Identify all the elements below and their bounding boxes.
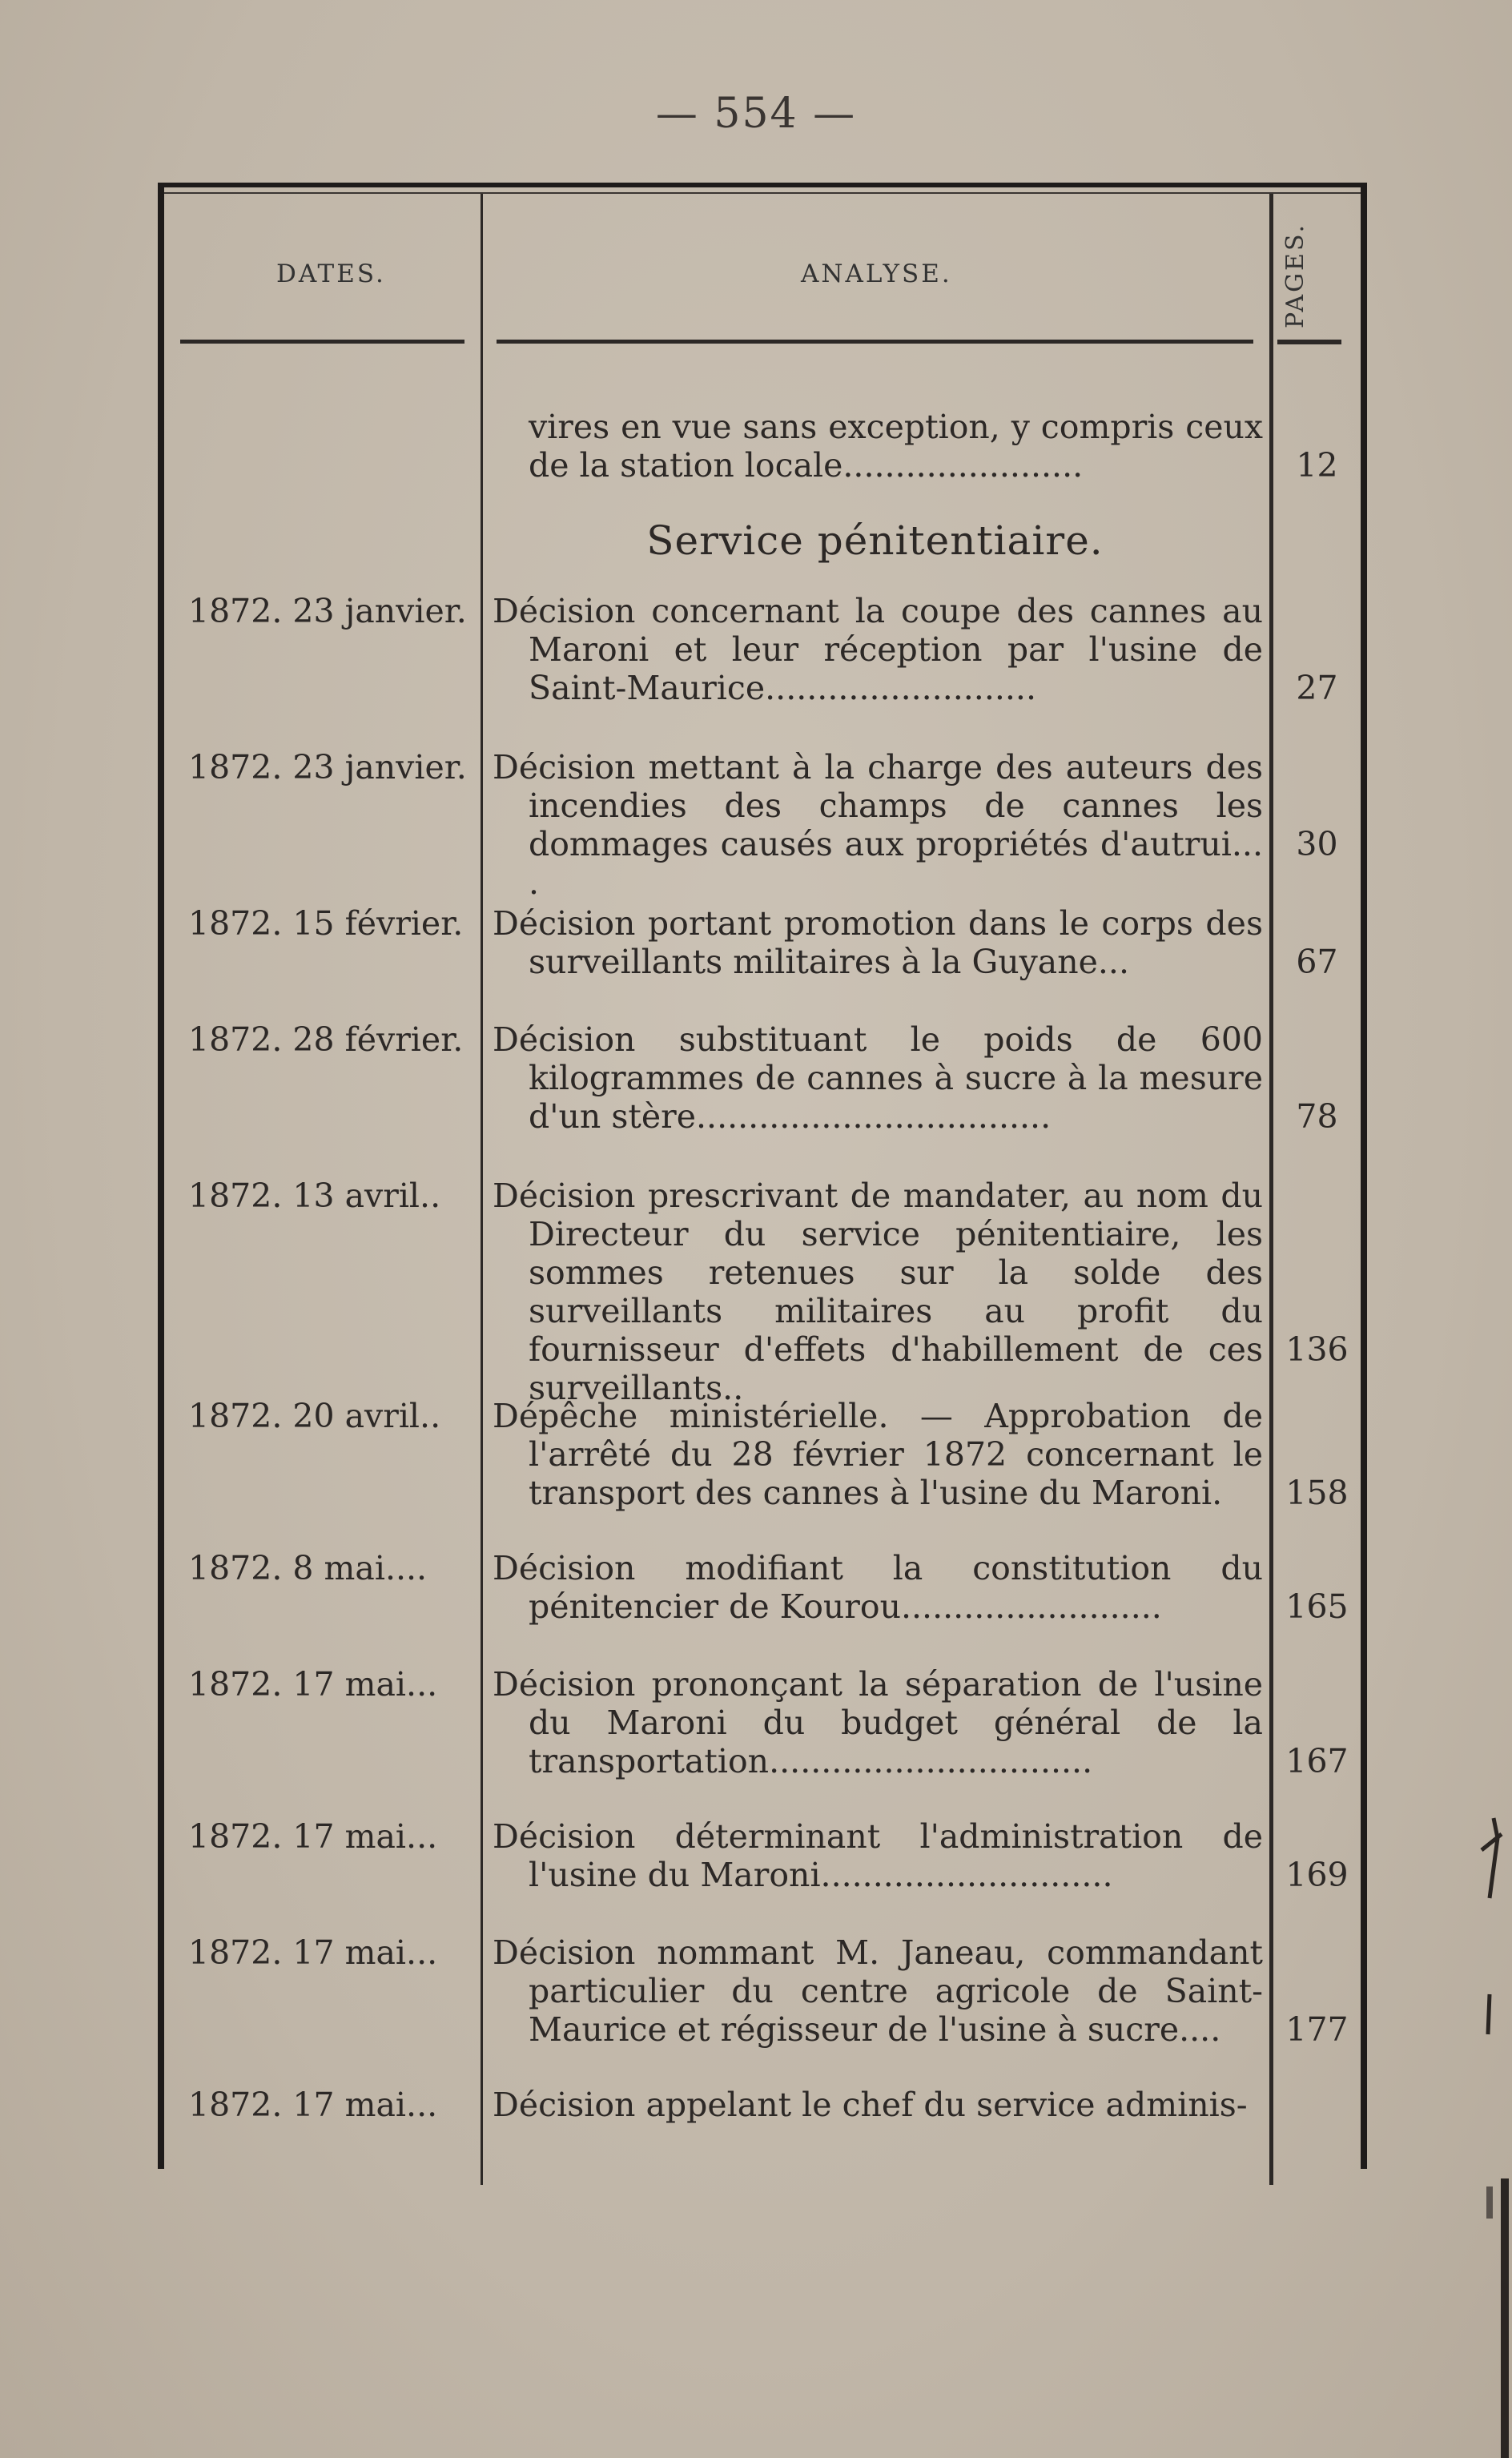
header-rule-dates xyxy=(180,340,464,344)
header-rule-pages xyxy=(1277,340,1341,344)
entry-page: 136 xyxy=(1285,1330,1349,1369)
entry-page: 30 xyxy=(1296,825,1338,863)
entry-date: 1872. 28 février. xyxy=(188,1020,464,1059)
header-dates: DATES. xyxy=(276,259,386,288)
entry-text: Décision déterminant l'administration de l'usine du Maroni............................ xyxy=(493,1817,1263,1894)
entry-date: 1872. 13 avril.. xyxy=(188,1177,441,1215)
entry-text: Décision portant promotion dans le corps des surveillants militaires à la Guyane... xyxy=(493,904,1263,981)
entry-page: 167 xyxy=(1285,1742,1349,1780)
entry-date: 1872. 17 mai... xyxy=(188,2086,438,2124)
entry-page: 165 xyxy=(1285,1587,1349,1626)
header-rule-analyse xyxy=(497,340,1253,344)
binding-edge-marks xyxy=(1466,1802,1512,2458)
entry-text: Décision concernant la coupe des cannes au Maroni et leur réception par l'usine de Saint-Maurice.......................... xyxy=(493,592,1263,707)
entry-page: 158 xyxy=(1285,1474,1349,1512)
entry-text: Décision mettant à la charge des auteurs des incendies des champs de cannes les dommages causés aux propriétés d'autrui... . xyxy=(493,748,1263,902)
index-table xyxy=(158,183,1367,2169)
entry-page: 169 xyxy=(1285,1856,1349,1894)
entry-page: 67 xyxy=(1296,943,1338,981)
entry-date: 1872. 15 février. xyxy=(188,904,464,943)
section-title: Service pénitentiaire. xyxy=(646,517,1104,564)
entry-page: 177 xyxy=(1285,2010,1349,2049)
entry-date: 1872. 23 janvier. xyxy=(188,748,467,786)
entry-text: Décision prescrivant de mandater, au nom du Directeur du service pénitentiaire, les sommes retenues sur la solde des surveillants militaires au profit du fournisseur d'effets d'habillement de ces surveillants.. xyxy=(493,1177,1263,1407)
entry-page: 27 xyxy=(1296,669,1338,707)
entry-date: 1872. 17 mai... xyxy=(188,1933,438,1972)
entry-date: 1872. 17 mai... xyxy=(188,1817,438,1856)
entry-date: 1872. 17 mai... xyxy=(188,1665,438,1704)
header-pages: PAGES. xyxy=(1281,223,1309,328)
continuation-text: vires en vue sans exception, y compris ceux de la station locale....................... xyxy=(529,408,1263,485)
entry-date: 1872. 8 mai.... xyxy=(188,1549,428,1587)
entry-text: Décision substituant le poids de 600 kilogrammes de cannes à sucre à la mesure d'un stère.................................. xyxy=(493,1020,1263,1136)
entry-date: 1872. 23 janvier. xyxy=(188,592,467,630)
entry-text: Dépêche ministérielle. — Approbation de l'arrêté du 28 février 1872 concernant le transport des cannes à l'usine du Maroni. xyxy=(493,1397,1263,1512)
continuation-page: 12 xyxy=(1296,446,1338,485)
page-number: — 554 — xyxy=(655,90,857,138)
entry-date: 1872. 20 avril.. xyxy=(188,1397,441,1435)
column-divider-dates xyxy=(481,194,483,2185)
entry-page: 78 xyxy=(1296,1097,1338,1136)
entry-text: Décision nommant M. Janeau, commandant particulier du centre agricole de Saint-Maurice et régisseur de l'usine à sucre.... xyxy=(493,1933,1263,2049)
entry-text: Décision appelant le chef du service adminis- xyxy=(493,2086,1248,2124)
header-analyse: ANALYSE. xyxy=(801,259,952,288)
entry-text: Décision modifiant la constitution du pénitencier de Kourou......................... xyxy=(493,1549,1263,1626)
entry-text: Décision prononçant la séparation de l'usine du Maroni du budget général de la transportation............................... xyxy=(493,1665,1263,1780)
